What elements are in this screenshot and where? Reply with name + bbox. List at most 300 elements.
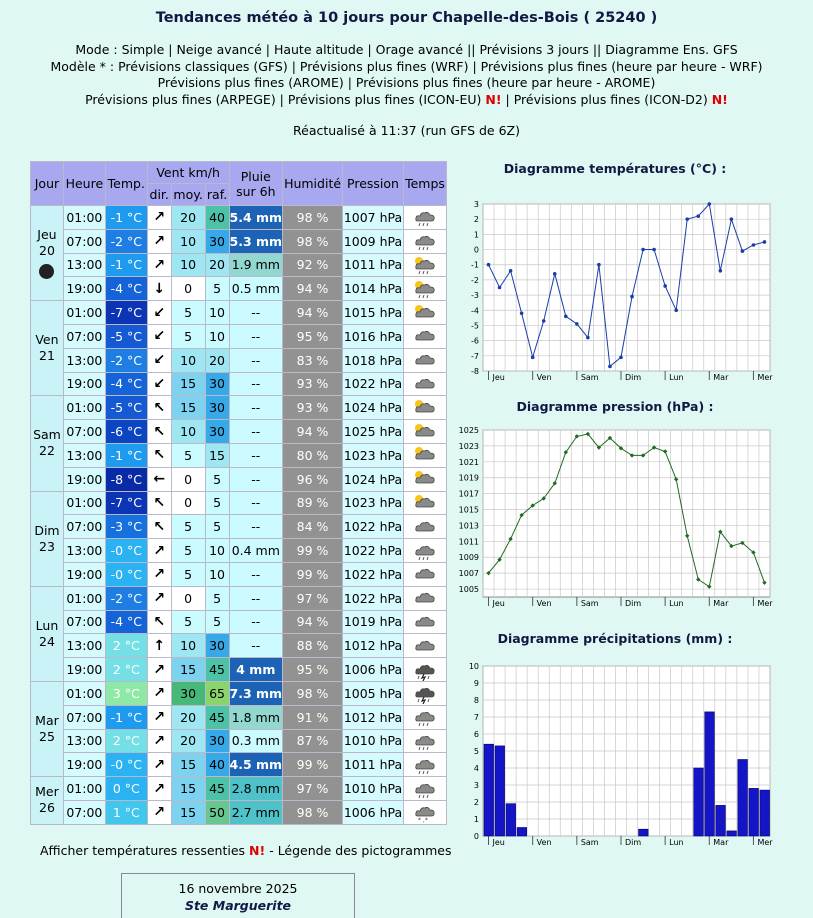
x-tick-label: Lun	[669, 373, 684, 382]
wind-speed-cell: 10	[171, 253, 205, 277]
temperature-cell: -7 °C	[105, 491, 147, 515]
humidity-cell: 94 %	[283, 610, 343, 634]
new-badge: N!	[711, 92, 728, 107]
pressure-cell: 1023 hPa	[343, 443, 404, 467]
bar	[749, 788, 759, 836]
x-tick-label: Sam	[580, 599, 599, 608]
data-point	[763, 240, 767, 244]
humidity-cell: 98 %	[283, 681, 343, 705]
wind-direction-icon: ↗	[147, 729, 171, 753]
current-date: 16 novembre 2025	[178, 881, 298, 896]
rain-cell: 2.7 mm	[229, 800, 283, 824]
temperature-cell: -5 °C	[105, 396, 147, 420]
day-number: 22	[39, 443, 55, 459]
chart-svg	[447, 176, 783, 394]
wind-gust-cell: 30	[205, 229, 229, 253]
rain-cell: 7.3 mm	[229, 681, 283, 705]
wind-direction-icon: ↗	[147, 800, 171, 824]
humidity-cell: 89 %	[283, 491, 343, 515]
x-tick-label: Jeu	[492, 838, 505, 847]
day-name: Jeu	[37, 227, 57, 243]
link-arome[interactable]: Prévisions plus fines (AROME)	[157, 75, 344, 90]
y-tick-label: 9	[473, 679, 479, 688]
temperature-cell: -0 °C	[105, 562, 147, 586]
chart-svg	[447, 646, 783, 864]
cloud-sun-icon	[403, 301, 446, 325]
moon-phase-icon	[39, 264, 54, 279]
y-tick-label: -3	[471, 291, 479, 301]
wind-speed-cell: 5	[171, 539, 205, 563]
hour-cell: 13:00	[63, 348, 105, 372]
humidity-cell: 97 %	[283, 777, 343, 801]
link-previsions-3-jours[interactable]: Prévisions 3 jours	[479, 42, 589, 57]
hour-cell: 13:00	[63, 729, 105, 753]
data-point	[652, 248, 656, 252]
hour-cell: 19:00	[63, 467, 105, 491]
hour-cell: 01:00	[63, 777, 105, 801]
wind-speed-cell: 20	[171, 705, 205, 729]
table-row	[31, 348, 447, 372]
x-tick-label: Mar	[713, 599, 729, 608]
data-point	[586, 336, 590, 340]
hour-cell: 01:00	[63, 681, 105, 705]
wind-direction-icon: ↑	[147, 634, 171, 658]
y-tick-label: 10	[468, 662, 479, 671]
humidity-cell: 98 %	[283, 800, 343, 824]
wind-gust-cell: 10	[205, 301, 229, 325]
col-pluie: Pluie sur 6h	[229, 162, 283, 206]
wind-direction-icon: ↖	[147, 491, 171, 515]
day-number: 21	[39, 348, 55, 364]
pressure-cell: 1012 hPa	[343, 634, 404, 658]
wind-direction-icon: ↗	[147, 253, 171, 277]
link-icon-d2[interactable]: Prévisions plus fines (ICON-D2)	[513, 92, 708, 107]
y-tick-label: -7	[471, 351, 479, 361]
svg-text:* ,*: * ,*	[417, 817, 428, 824]
link-orage-avance[interactable]: Orage avancé	[375, 42, 464, 57]
pressure-cell: 1005 hPa	[343, 681, 404, 705]
data-point	[707, 202, 711, 206]
wind-direction-icon: ↗	[147, 562, 171, 586]
cloud-sun-icon	[403, 491, 446, 515]
x-tick-label: Mar	[713, 373, 729, 382]
rain-cell: --	[229, 467, 283, 491]
wind-speed-cell: 0	[171, 491, 205, 515]
rain-sun-icon	[403, 253, 446, 277]
bar	[716, 805, 726, 836]
rain-cell: --	[229, 301, 283, 325]
humidity-cell: 99 %	[283, 562, 343, 586]
temperature-cell: -1 °C	[105, 705, 147, 729]
day-number: 20	[39, 243, 55, 259]
x-tick-label: Mar	[713, 838, 729, 847]
y-tick-label: 5	[473, 747, 479, 756]
data-point	[575, 322, 579, 326]
wind-direction-icon: ↗	[147, 539, 171, 563]
table-row	[31, 562, 447, 586]
wind-gust-cell: 15	[205, 443, 229, 467]
table-row	[31, 443, 447, 467]
link-temperatures-ressenties[interactable]: Afficher températures ressenties	[40, 843, 246, 858]
table-row	[31, 206, 447, 230]
hour-cell: 07:00	[63, 420, 105, 444]
data-point	[752, 243, 756, 247]
wind-gust-cell: 45	[205, 705, 229, 729]
humidity-cell: 95 %	[283, 658, 343, 682]
temperature-cell: 2 °C	[105, 634, 147, 658]
pressure-cell: 1024 hPa	[343, 396, 404, 420]
hour-cell: 19:00	[63, 658, 105, 682]
wind-gust-cell: 30	[205, 396, 229, 420]
wind-speed-cell: 10	[171, 420, 205, 444]
wind-direction-icon: ↖	[147, 610, 171, 634]
x-tick-label: Mer	[757, 373, 773, 382]
link-neige-avance[interactable]: Neige avancé	[176, 42, 262, 57]
day-cell	[31, 681, 64, 776]
data-point	[630, 295, 634, 299]
temperature-cell: -1 °C	[105, 206, 147, 230]
rain-cloud-icon	[403, 539, 446, 563]
rain-cell: 1.9 mm	[229, 253, 283, 277]
data-point	[553, 272, 557, 276]
cloud-icon	[403, 515, 446, 539]
table-row	[31, 586, 447, 610]
chart-svg	[447, 414, 783, 632]
link-icon-eu[interactable]: Prévisions plus fines (ICON-EU)	[287, 92, 482, 107]
y-tick-label: 3	[473, 200, 479, 209]
data-point	[509, 269, 513, 273]
pressure-cell: 1009 hPa	[343, 229, 404, 253]
data-point	[719, 269, 723, 273]
wind-speed-cell: 15	[171, 396, 205, 420]
wind-speed-cell: 5	[171, 610, 205, 634]
y-tick-label: 1019	[458, 473, 479, 483]
temperature-cell: -5 °C	[105, 324, 147, 348]
data-point	[619, 356, 623, 360]
pressure-cell: 1025 hPa	[343, 420, 404, 444]
humidity-cell: 96 %	[283, 467, 343, 491]
x-tick-label: Jeu	[492, 373, 505, 382]
y-tick-label: 1017	[458, 489, 479, 499]
humidity-cell: 88 %	[283, 634, 343, 658]
nav-line-arome: Prévisions plus fines (AROME) | Prévisions plus fines (heure par heure - AROME)	[157, 75, 656, 90]
x-tick-label: Dim	[624, 599, 642, 608]
data-point	[487, 263, 491, 267]
col-humidite: Humidité	[283, 162, 343, 206]
y-tick-label: 6	[473, 730, 479, 739]
y-tick-label: -5	[471, 321, 479, 331]
table-row	[31, 634, 447, 658]
day-cell	[31, 777, 64, 825]
wind-speed-cell: 15	[171, 753, 205, 777]
bar	[738, 760, 748, 837]
chart-line-1	[447, 394, 783, 632]
wind-direction-icon: ↙	[147, 348, 171, 372]
table-row	[31, 301, 447, 325]
mode-simple[interactable]: Simple	[121, 42, 165, 57]
day-name: Mer	[35, 784, 59, 800]
link-arome-hh[interactable]: Prévisions plus fines (heure par heure - AROME)	[355, 75, 656, 90]
day-number: 23	[39, 538, 55, 554]
humidity-cell: 84 %	[283, 515, 343, 539]
humidity-cell: 93 %	[283, 396, 343, 420]
cloud-icon	[403, 610, 446, 634]
bar	[639, 829, 649, 836]
bar	[484, 744, 494, 836]
cloud-sun-icon	[403, 420, 446, 444]
pressure-cell: 1010 hPa	[343, 777, 404, 801]
wind-speed-cell: 30	[171, 681, 205, 705]
humidity-cell: 91 %	[283, 705, 343, 729]
pressure-cell: 1022 hPa	[343, 372, 404, 396]
rain-cell: --	[229, 610, 283, 634]
rain-cloud-icon	[403, 705, 446, 729]
x-tick-label: Dim	[624, 838, 642, 847]
y-tick-label: 8	[473, 696, 479, 705]
wind-gust-cell: 20	[205, 253, 229, 277]
rain-cell: 5.4 mm	[229, 206, 283, 230]
data-point	[674, 308, 678, 312]
temperature-cell: -1 °C	[105, 443, 147, 467]
table-row	[31, 491, 447, 515]
hour-cell: 07:00	[63, 610, 105, 634]
y-tick-label: -1	[471, 260, 479, 270]
pressure-cell: 1006 hPa	[343, 658, 404, 682]
modele-classiques[interactable]: Prévisions classiques (GFS)	[118, 59, 288, 74]
rain-cloud-icon	[403, 229, 446, 253]
day-name: Ven	[35, 332, 59, 348]
col-temps: Temps	[403, 162, 446, 206]
bar	[760, 790, 770, 836]
col-heure: Heure	[63, 162, 105, 206]
table-row	[31, 420, 447, 444]
day-number: 24	[39, 633, 55, 649]
chart-title: Diagramme températures (°C) :	[503, 161, 727, 176]
day-cell	[31, 396, 64, 491]
temperature-cell: -0 °C	[105, 753, 147, 777]
link-arpege[interactable]: Prévisions plus fines (ARPEGE)	[85, 92, 276, 107]
nav-line-mode: Mode : Simple | Neige avancé | Haute altitude | Orage avancé || Prévisions 3 jours || Diagramme Ens. GFS	[75, 42, 738, 57]
temperature-cell: 2 °C	[105, 729, 147, 753]
page-title: Tendances météo à 10 jours pour Chapelle-des-Bois ( 25240 )	[155, 10, 658, 26]
wind-gust-cell: 65	[205, 681, 229, 705]
cloud-icon	[403, 562, 446, 586]
wind-speed-cell: 5	[171, 324, 205, 348]
hour-cell: 19:00	[63, 562, 105, 586]
pressure-cell: 1006 hPa	[343, 800, 404, 824]
footer-links: Afficher températures ressenties N! - Légende des pictogrammes	[40, 843, 452, 858]
humidity-cell: 94 %	[283, 277, 343, 301]
link-haute-altitude[interactable]: Haute altitude	[273, 42, 364, 57]
hour-cell: 19:00	[63, 753, 105, 777]
col-temp: Temp.	[105, 162, 147, 206]
col-pression: Pression	[343, 162, 404, 206]
data-point	[531, 356, 535, 360]
nav-line-modele: Modèle * : Prévisions classiques (GFS) | Prévisions plus fines (WRF) | Prévisions plus fines (heure par heure - WRF)	[50, 59, 763, 74]
y-tick-label: 1007	[458, 569, 479, 579]
pressure-cell: 1007 hPa	[343, 206, 404, 230]
table-row	[31, 253, 447, 277]
y-tick-label: -2	[471, 275, 479, 285]
col-moy: moy.	[171, 184, 205, 206]
wind-direction-icon: ↓	[147, 277, 171, 301]
pressure-cell: 1022 hPa	[343, 539, 404, 563]
temperature-cell: -2 °C	[105, 229, 147, 253]
temperature-cell: -2 °C	[105, 586, 147, 610]
bar	[705, 712, 715, 836]
rain-cloud-icon	[403, 777, 446, 801]
rain-cell: --	[229, 396, 283, 420]
col-jour: Jour	[31, 162, 64, 206]
hour-cell: 01:00	[63, 586, 105, 610]
temperature-cell: -0 °C	[105, 539, 147, 563]
storm-icon	[403, 658, 446, 682]
temperature-cell: -8 °C	[105, 467, 147, 491]
temperature-cell: -3 °C	[105, 515, 147, 539]
temperature-cell: -1 °C	[105, 253, 147, 277]
storm-icon	[403, 681, 446, 705]
hour-cell: 19:00	[63, 277, 105, 301]
x-tick-label: Mer	[757, 599, 773, 608]
pressure-cell: 1018 hPa	[343, 348, 404, 372]
x-tick-label: Ven	[536, 373, 552, 382]
day-cell	[31, 586, 64, 681]
x-tick-label: Mer	[757, 838, 773, 847]
y-tick-label: 2	[473, 215, 479, 225]
hour-cell: 13:00	[63, 539, 105, 563]
link-legende-pictogrammes[interactable]: Légende des pictogrammes	[277, 843, 452, 858]
wind-direction-icon: ↗	[147, 753, 171, 777]
chart-bar-2	[447, 626, 783, 864]
pressure-cell: 1011 hPa	[343, 253, 404, 277]
y-tick-label: 1	[473, 815, 479, 824]
link-wrf-hh[interactable]: Prévisions plus fines (heure par heure - WRF)	[480, 59, 763, 74]
table-row	[31, 324, 447, 348]
wind-gust-cell: 20	[205, 348, 229, 372]
humidity-cell: 99 %	[283, 539, 343, 563]
wind-gust-cell: 10	[205, 562, 229, 586]
wind-speed-cell: 10	[171, 229, 205, 253]
y-tick-label: 7	[473, 713, 479, 722]
date-box	[121, 873, 355, 918]
wind-speed-cell: 10	[171, 348, 205, 372]
cloud-sun-icon	[403, 443, 446, 467]
table-row	[31, 800, 447, 824]
y-tick-label: 1021	[458, 457, 479, 467]
rain-cell: 1.8 mm	[229, 705, 283, 729]
table-row	[31, 229, 447, 253]
day-number: 26	[39, 800, 55, 816]
cloud-sun-icon	[403, 396, 446, 420]
bar	[495, 746, 505, 836]
x-tick-label: Jeu	[492, 599, 505, 608]
col-raf: raf.	[205, 184, 229, 206]
temperature-cell: -7 °C	[105, 301, 147, 325]
wind-gust-cell: 5	[205, 277, 229, 301]
link-wrf[interactable]: Prévisions plus fines (WRF)	[299, 59, 469, 74]
hour-cell: 01:00	[63, 491, 105, 515]
data-point	[608, 365, 612, 369]
y-tick-label: -4	[471, 306, 479, 316]
table-row	[31, 277, 447, 301]
pressure-cell: 1010 hPa	[343, 729, 404, 753]
temperature-cell: -4 °C	[105, 277, 147, 301]
humidity-cell: 83 %	[283, 348, 343, 372]
wind-direction-icon: ↗	[147, 229, 171, 253]
rain-cell: --	[229, 586, 283, 610]
cloud-icon	[403, 324, 446, 348]
wind-speed-cell: 5	[171, 515, 205, 539]
cloud-icon	[403, 372, 446, 396]
wind-gust-cell: 30	[205, 420, 229, 444]
pressure-cell: 1015 hPa	[343, 301, 404, 325]
wind-direction-icon: ↙	[147, 301, 171, 325]
y-tick-label: 1025	[458, 426, 479, 435]
humidity-cell: 93 %	[283, 372, 343, 396]
rain-cell: 0.5 mm	[229, 277, 283, 301]
x-tick-label: Ven	[536, 599, 552, 608]
rain-cloud-icon	[403, 206, 446, 230]
chart-line-0	[447, 156, 783, 394]
y-tick-label: 1013	[458, 521, 479, 531]
day-name: Mar	[35, 713, 59, 729]
wind-gust-cell: 10	[205, 539, 229, 563]
table-row	[31, 681, 447, 705]
y-tick-label: 1023	[458, 441, 479, 451]
temperature-cell: -4 °C	[105, 372, 147, 396]
y-tick-label: 1005	[458, 585, 479, 595]
wind-gust-cell: 45	[205, 658, 229, 682]
wind-direction-icon: ↙	[147, 372, 171, 396]
temperature-cell: 0 °C	[105, 777, 147, 801]
y-tick-label: 4	[473, 764, 479, 773]
humidity-cell: 94 %	[283, 301, 343, 325]
wind-direction-icon: ↗	[147, 705, 171, 729]
rain-cell: --	[229, 372, 283, 396]
table-row	[31, 515, 447, 539]
rain-cell: 0.4 mm	[229, 539, 283, 563]
y-tick-label: 2	[473, 798, 479, 807]
temperature-cell: -2 °C	[105, 348, 147, 372]
x-tick-label: Lun	[669, 838, 684, 847]
humidity-cell: 99 %	[283, 753, 343, 777]
wind-speed-cell: 0	[171, 586, 205, 610]
nav-line-arpege: Prévisions plus fines (ARPEGE) | Prévisions plus fines (ICON-EU) N! | Prévisions plus fines (ICON-D2) N!	[85, 92, 728, 107]
link-diagramme-ens[interactable]: Diagramme Ens. GFS	[605, 42, 738, 57]
wind-speed-cell: 5	[171, 301, 205, 325]
y-tick-label: -6	[471, 336, 479, 346]
pressure-cell: 1022 hPa	[343, 515, 404, 539]
wind-gust-cell: 5	[205, 467, 229, 491]
cloud-sun-icon	[403, 467, 446, 491]
day-cell	[31, 301, 64, 396]
data-point	[730, 217, 734, 221]
wind-speed-cell: 20	[171, 729, 205, 753]
data-point	[741, 249, 745, 253]
wind-direction-icon: ↗	[147, 658, 171, 682]
rain-cell: --	[229, 348, 283, 372]
data-point	[597, 263, 601, 267]
hour-cell: 13:00	[63, 443, 105, 467]
wind-direction-icon: ↖	[147, 515, 171, 539]
wind-direction-icon: ↖	[147, 420, 171, 444]
wind-direction-icon: ↗	[147, 777, 171, 801]
rain-cell: 0.3 mm	[229, 729, 283, 753]
y-tick-label: 1	[473, 230, 479, 240]
y-tick-label: 0	[473, 245, 479, 255]
pressure-cell: 1016 hPa	[343, 324, 404, 348]
cloud-icon	[403, 348, 446, 372]
